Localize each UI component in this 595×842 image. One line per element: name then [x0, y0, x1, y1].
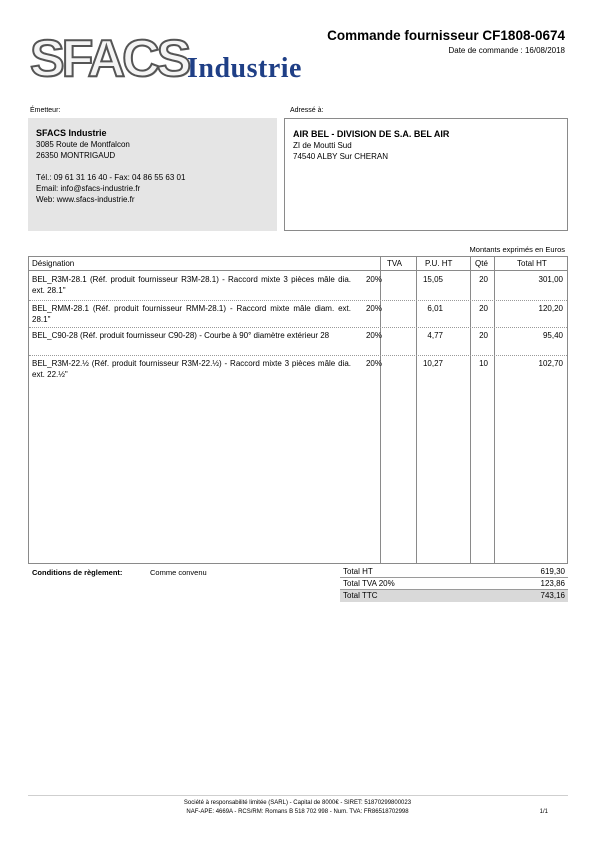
table-header — [29, 257, 567, 271]
footer-divider — [28, 795, 568, 796]
total-ht-row — [340, 566, 568, 578]
total-tva-label: Total TVA 20% — [343, 579, 395, 588]
total-tva-value: 123,86 — [540, 579, 565, 588]
row-total: 102,70 — [538, 359, 563, 368]
payment-terms-value: Comme convenu — [150, 568, 207, 577]
row-quantity: 20 — [479, 331, 488, 340]
row-tva: 20% — [365, 331, 382, 340]
header-tva: TVA — [387, 259, 402, 268]
row-total: 301,00 — [538, 275, 563, 284]
total-tva-row — [340, 578, 568, 590]
items-table — [28, 256, 568, 564]
header-designation: Désignation — [32, 259, 75, 268]
total-ht-label: Total HT — [343, 567, 373, 576]
emitter-web: Web: www.sfacs-industrie.fr — [36, 195, 135, 204]
recipient-box — [284, 118, 568, 231]
emitter-email: Email: info@sfacs-industrie.fr — [36, 184, 141, 193]
totals-block — [340, 566, 568, 602]
total-ttc-value: 743,16 — [540, 591, 565, 600]
row-tva: 20% — [365, 304, 382, 313]
row-unit-price: 10,27 — [422, 359, 443, 368]
header-total-ht: Total HT — [517, 259, 547, 268]
footer-legal-line2: NAF-APE: 4669A - RCS/RM: Romans B 518 702 998 - Num. TVA: FR86518702998 — [186, 809, 409, 815]
emitter-label: Émetteur: — [30, 107, 61, 114]
row-designation: BEL_R3M-22.½ (Réf. produit fournisseur R3M-22.½) - Raccord mixte 3 pièces mâle dia. ext. 22.½" — [32, 359, 351, 379]
total-ht-value: 619,30 — [540, 567, 565, 576]
row-tva: 20% — [365, 275, 382, 284]
row-total: 120,20 — [538, 304, 563, 313]
row-quantity: 20 — [479, 304, 488, 313]
header-pu-ht: P.U. HT — [425, 259, 453, 268]
table-row — [29, 356, 567, 384]
order-date: Date de commande : 16/08/2018 — [448, 46, 565, 55]
emitter-name: SFACS Industrie — [36, 128, 107, 138]
payment-terms-label: Conditions de règlement: — [32, 568, 123, 577]
company-logo — [30, 30, 315, 88]
emitter-address-line1: 3085 Route de Montfalcon — [36, 140, 130, 149]
total-ttc-label: Total TTC — [343, 591, 378, 600]
row-designation: BEL_RMM-28.1 (Réf. produit fournisseur RMM-28.1) - Raccord mixte mâle diam. ext. 28.1" — [32, 304, 351, 324]
recipient-name: AIR BEL - DIVISION DE S.A. BEL AIR — [293, 129, 450, 139]
recipient-address-line2: 74540 ALBY Sur CHERAN — [293, 152, 389, 161]
row-quantity: 20 — [479, 275, 488, 284]
emitter-phone: Tél.: 09 61 31 16 40 - Fax: 04 86 55 63 01 — [36, 173, 186, 182]
row-designation: BEL_R3M-28.1 (Réf. produit fournisseur R3M-28.1) - Raccord mixte 3 pièces mâle dia. ext. 28.1" — [32, 275, 351, 295]
row-unit-price: 4,77 — [427, 331, 443, 340]
header-qte: Qté — [475, 259, 488, 268]
table-row — [29, 272, 567, 301]
logo-suffix: Industrie — [187, 53, 302, 84]
row-total: 95,40 — [542, 331, 563, 340]
table-row — [29, 328, 567, 356]
emitter-box — [28, 118, 277, 231]
footer-legal-line1: Société à responsabilité limitée (SARL) - Capital de 8000€ - SIRET: 51870299800023 — [183, 800, 412, 806]
row-tva: 20% — [365, 359, 382, 368]
page-number: 1/1 — [539, 809, 548, 815]
row-designation: BEL_C90-28 (Réf. produit fournisseur C90-28) - Courbe à 90° diamètre extérieur 28 — [32, 331, 330, 340]
currency-note: Montants exprimés en Euros — [469, 245, 565, 254]
row-quantity: 10 — [479, 359, 488, 368]
recipient-address-line1: ZI de Moutti Sud — [293, 141, 352, 150]
table-row — [29, 301, 567, 328]
row-unit-price: 6,01 — [427, 304, 443, 313]
recipient-label: Adressé à: — [290, 107, 324, 114]
total-ttc-row — [340, 590, 568, 602]
row-unit-price: 15,05 — [422, 275, 443, 284]
document-title: Commande fournisseur CF1808-0674 — [327, 28, 565, 43]
emitter-address-line2: 26350 MONTRIGAUD — [36, 151, 116, 160]
logo-brand: SFACS — [30, 30, 189, 88]
